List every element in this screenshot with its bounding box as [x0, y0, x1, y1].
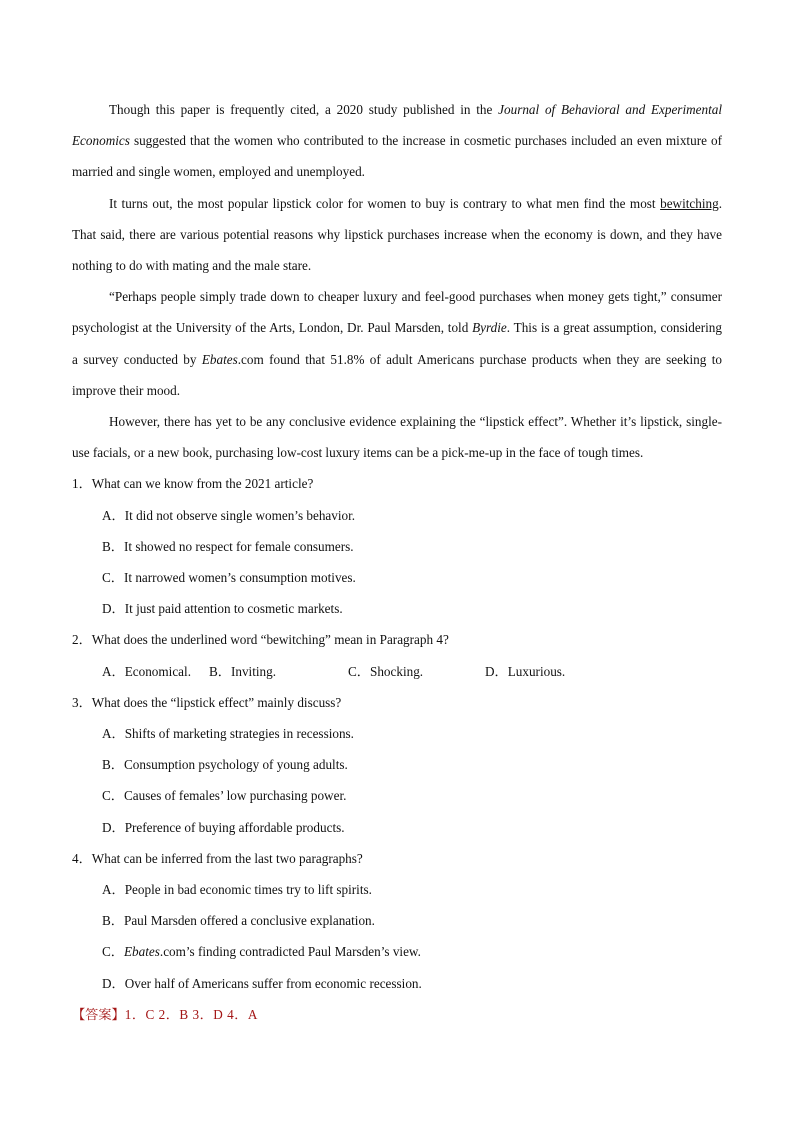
answer-text: 1．C 2．B 3．D 4．A	[124, 1006, 258, 1022]
paragraph-4: However, there has yet to be any conclusive evidence explaining the “lipstick effect”. Whether it’s lipstick, single-use facials, or a new book, purchasing low-cost luxury items can be a pick-me-up in the face of tough times.	[72, 414, 722, 461]
question-1-option-d: D．It just paid attention to cosmetic markets.	[102, 601, 343, 617]
journal-title: Journal of Behavioral and Experimental Economics	[72, 102, 722, 149]
question-1-stem: 1．What can we know from the 2021 article?	[72, 476, 314, 492]
ebates-name: Ebates	[201, 351, 238, 367]
p3-text-c: .com found that 51.8% of adult Americans purchase products when they are seeking to improve their mood.	[72, 351, 722, 398]
question-4-option-c-rest: .com’s finding contradicted Paul Marsden’s view.	[159, 944, 421, 960]
byrdie-name: Byrdie	[472, 320, 507, 336]
question-2-option-b: B．Inviting.	[209, 663, 277, 679]
answer-key	[72, 999, 722, 1030]
question-2-stem: 2．What does the underlined word “bewitching” mean in Paragraph 4?	[72, 632, 449, 648]
question-2-options	[72, 656, 722, 687]
p1-text-a: Though this paper is frequently cited, a 2020 study published in the	[109, 102, 499, 117]
question-2-option-d: D．Luxurious.	[485, 663, 566, 679]
question-1-option-a: A．It did not observe single women’s behavior.	[102, 507, 356, 523]
document-page	[72, 94, 722, 1030]
question-4-option-a: A．People in bad economic times try to lift spirits.	[102, 882, 372, 898]
question-2-option-a: A．Economical.	[102, 663, 191, 679]
paragraph-2	[72, 188, 722, 282]
question-4-option-c-ebates: Ebates	[123, 944, 160, 960]
p3-text-b: . This is a great assumption, considering a survey conducted by	[72, 320, 722, 367]
question-4-stem: 4．What can be inferred from the last two paragraphs?	[72, 850, 363, 866]
question-1-option-c: C．It narrowed women’s consumption motives.	[102, 570, 356, 586]
question-4-option-c	[72, 936, 722, 967]
question-2-option-c: C．Shocking.	[348, 663, 424, 679]
answer-tag: 【答案】	[72, 1006, 125, 1022]
question-4-option-c-prefix: C．	[102, 944, 124, 960]
question-3-stem: 3．What does the “lipstick effect” mainly discuss?	[72, 694, 342, 710]
underlined-word: bewitching	[660, 195, 719, 211]
question-3-option-c: C．Causes of females’ low purchasing power.	[102, 788, 347, 804]
p1-text-b: suggested that the women who contributed to the increase in cosmetic purchases included an even mixture of married and single women, employed and unemployed.	[72, 133, 722, 180]
p2-text-a: It turns out, the most popular lipstick color for women to buy is contrary to what men find the most	[109, 195, 661, 211]
paragraph-1	[72, 94, 722, 188]
question-4-option-d: D．Over half of Americans suffer from economic recession.	[102, 975, 422, 991]
question-3-option-d: D．Preference of buying affordable products.	[102, 819, 345, 835]
p3-text-a: “Perhaps people simply trade down to cheaper luxury and feel-good purchases when money gets tight,” consumer psychologist at the University of the Arts, London, Dr. Paul Marsden, told	[72, 289, 722, 336]
question-4-option-b: B．Paul Marsden offered a conclusive explanation.	[102, 913, 375, 929]
paragraph-3	[72, 281, 722, 406]
question-1-option-b: B．It showed no respect for female consumers.	[102, 538, 354, 554]
p2-text-b: . That said, there are various potential reasons why lipstick purchases increase when the economy is down, and they have nothing to do with mating and the male stare.	[72, 195, 722, 274]
question-3-option-a: A．Shifts of marketing strategies in recessions.	[102, 726, 354, 742]
question-3-option-b: B．Consumption psychology of young adults.	[102, 757, 348, 773]
